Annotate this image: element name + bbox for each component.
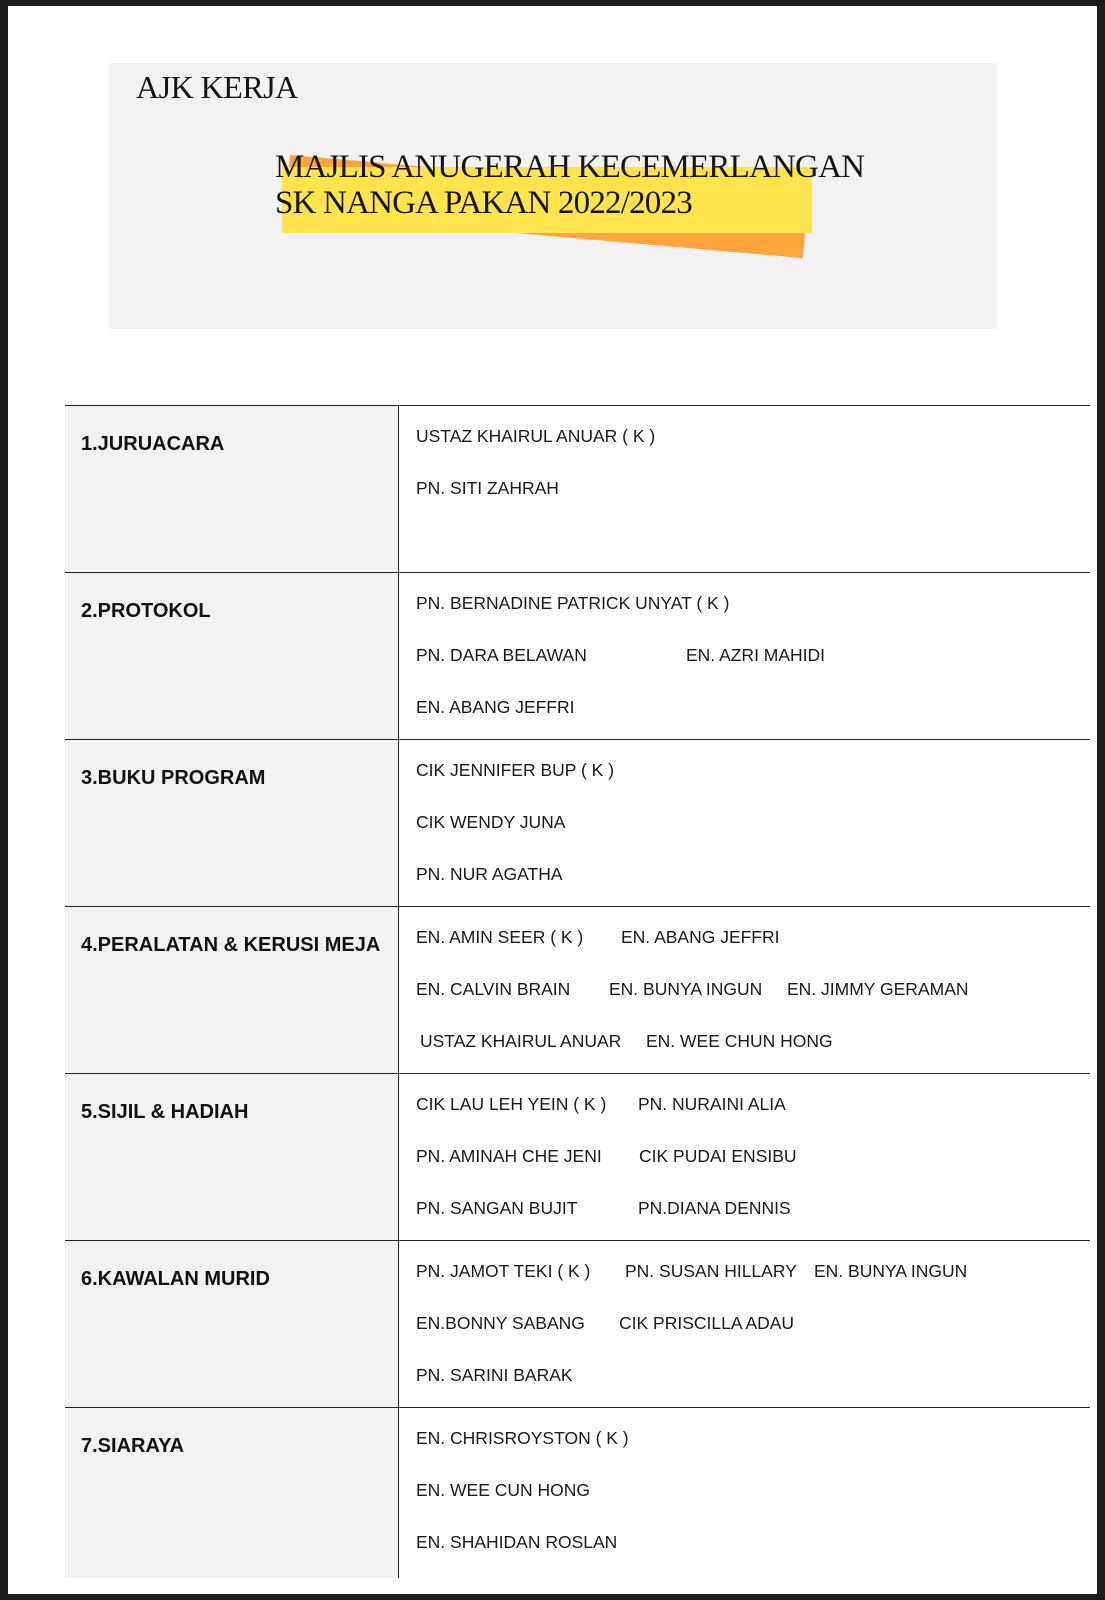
committee-role: 7.SIARAYA <box>65 1408 399 1578</box>
document-page <box>8 6 1097 1594</box>
member-name: CIK JENNIFER BUP ( K ) <box>416 760 615 780</box>
member-name: CIK PRISCILLA ADAU <box>619 1313 795 1333</box>
event-title-line-2: SK NANGA PAKAN 2022/2023 <box>275 185 692 221</box>
committee-members <box>399 573 1090 739</box>
member-line <box>416 975 1090 1027</box>
member-name: PN. NUR AGATHA <box>416 864 563 884</box>
banner-label: AJK KERJA <box>136 69 298 105</box>
member-name: PN. SARINI BARAK <box>416 1365 573 1385</box>
member-name: CIK LAU LEH YEIN ( K ) <box>416 1094 607 1114</box>
committee-row <box>65 1408 1090 1578</box>
member-name: PN. SUSAN HILLARY <box>625 1261 797 1281</box>
member-name: EN. WEE CUN HONG <box>416 1480 591 1500</box>
committee-row <box>65 1241 1090 1408</box>
member-name: EN. WEE CHUN HONG <box>646 1031 833 1051</box>
member-name: EN. BUNYA INGUN <box>814 1261 968 1281</box>
committee-role: 2.PROTOKOL <box>65 573 399 739</box>
member-line <box>416 422 1090 474</box>
event-title <box>275 149 864 221</box>
member-line <box>416 589 1090 641</box>
member-name: PN. AMINAH CHE JENI <box>416 1146 602 1166</box>
member-name: PN. BERNADINE PATRICK UNYAT ( K ) <box>416 593 730 613</box>
member-name: EN. ABANG JEFFRI <box>416 697 575 717</box>
header-banner <box>109 63 997 329</box>
committee-role: 3.BUKU PROGRAM <box>65 740 399 906</box>
member-line <box>416 1194 1090 1246</box>
committee-members <box>399 1074 1090 1240</box>
member-name: EN. SHAHIDAN ROSLAN <box>416 1532 618 1552</box>
member-line <box>416 808 1090 860</box>
member-name: PN. SANGAN BUJIT <box>416 1198 578 1218</box>
committee-row <box>65 907 1090 1074</box>
committee-row <box>65 740 1090 907</box>
member-line <box>416 860 1090 912</box>
member-name: EN. JIMMY GERAMAN <box>787 979 969 999</box>
member-line <box>416 1142 1090 1194</box>
committee-role: 1.JURUACARA <box>65 406 399 572</box>
member-line <box>416 1090 1090 1142</box>
member-name: USTAZ KHAIRUL ANUAR <box>420 1031 622 1051</box>
member-name: PN. SITI ZAHRAH <box>416 478 559 498</box>
committee-members <box>399 406 1090 572</box>
member-line <box>416 1257 1090 1309</box>
committee-members <box>399 1241 1090 1407</box>
member-name: EN. AMIN SEER ( K ) <box>416 927 584 947</box>
member-name: CIK PUDAI ENSIBU <box>639 1146 797 1166</box>
member-name: EN.BONNY SABANG <box>416 1313 585 1333</box>
committee-role: 4.PERALATAN & KERUSI MEJA <box>65 907 399 1073</box>
member-name: EN. BUNYA INGUN <box>609 979 763 999</box>
member-name: PN. DARA BELAWAN <box>416 645 587 665</box>
member-line <box>416 1424 1090 1476</box>
member-line <box>416 1528 1090 1580</box>
member-name: EN. ABANG JEFFRI <box>621 927 780 947</box>
committee-row <box>65 1074 1090 1241</box>
member-name: EN. CALVIN BRAIN <box>416 979 571 999</box>
member-line <box>416 474 1090 526</box>
member-line <box>416 756 1090 808</box>
member-line <box>416 693 1090 745</box>
member-name: EN. CHRISROYSTON ( K ) <box>416 1428 629 1448</box>
committee-row <box>65 573 1090 740</box>
committee-members <box>399 907 1090 1073</box>
event-title-line-1: MAJLIS ANUGERAH KECEMERLANGAN <box>275 149 865 185</box>
committee-table <box>65 405 1090 1578</box>
member-name: USTAZ KHAIRUL ANUAR ( K ) <box>416 426 656 446</box>
member-name: CIK WENDY JUNA <box>416 812 566 832</box>
member-line <box>416 1027 1090 1079</box>
member-name: PN. NURAINI ALIA <box>638 1094 786 1114</box>
committee-role: 5.SIJIL & HADIAH <box>65 1074 399 1240</box>
committee-members <box>399 740 1090 906</box>
member-name: EN. AZRI MAHIDI <box>686 645 826 665</box>
committee-row <box>65 406 1090 573</box>
member-line <box>416 1476 1090 1528</box>
committee-members <box>399 1408 1090 1578</box>
member-name: PN. JAMOT TEKI ( K ) <box>416 1261 591 1281</box>
member-line <box>416 923 1090 975</box>
member-line <box>416 641 1090 693</box>
member-line <box>416 1309 1090 1361</box>
committee-role: 6.KAWALAN MURID <box>65 1241 399 1407</box>
member-line <box>416 1361 1090 1413</box>
member-name: PN.DIANA DENNIS <box>638 1198 791 1218</box>
